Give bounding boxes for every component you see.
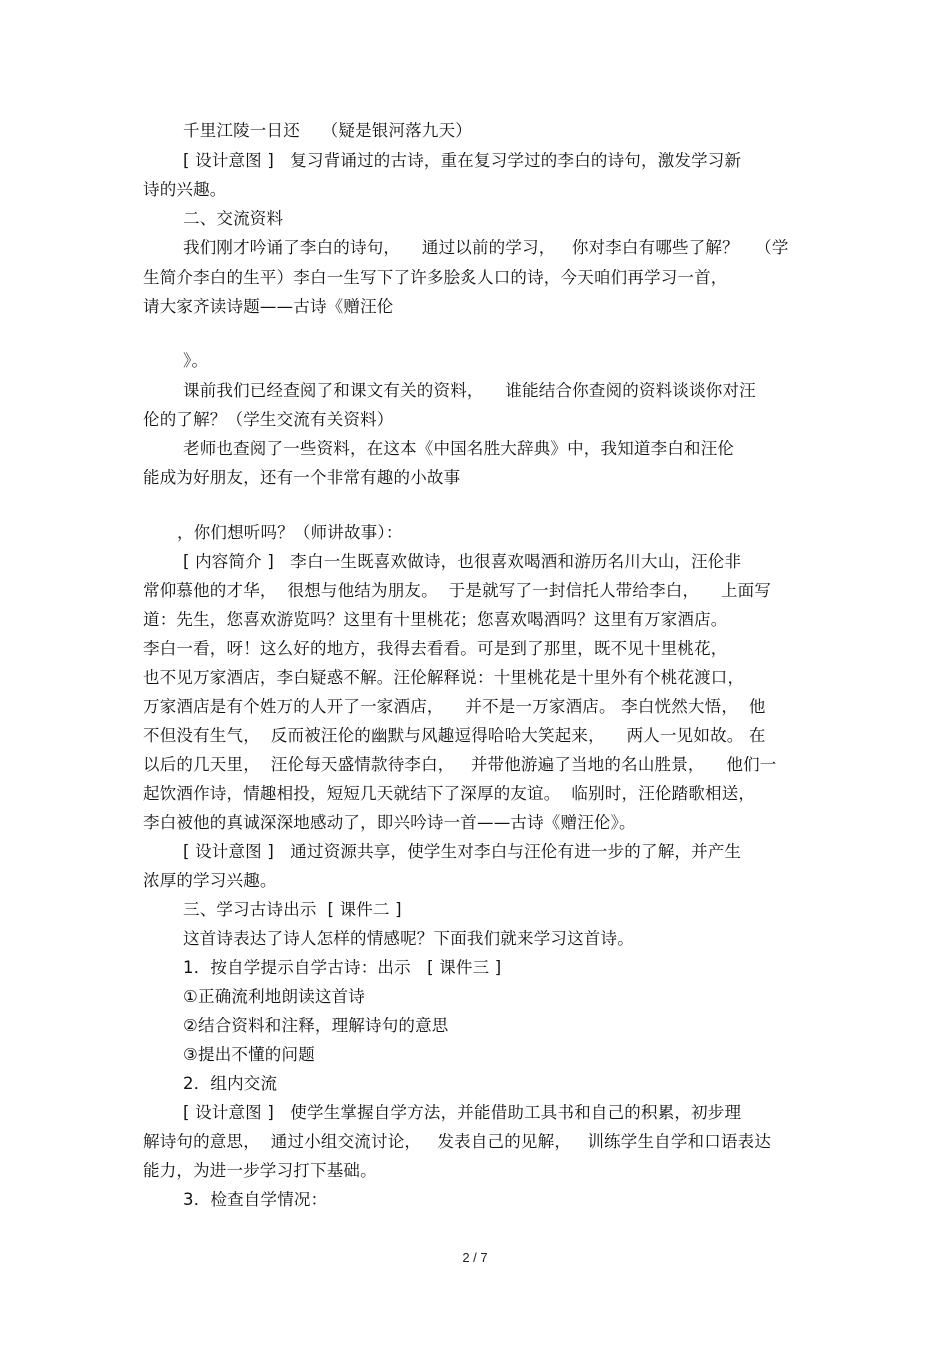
text-line: 以后的几天里， 汪伦每天盛情款待李白， 并带他游遍了当地的名山胜景， 他们一 <box>143 755 777 774</box>
text-line: 万家酒店是有个姓万的人开了一家酒店， 并不是一万家酒店。 李白恍然大悟， 他 <box>143 697 766 716</box>
text-line: 能成为好朋友，还有一个非常有趣的小故事 <box>143 468 461 487</box>
text-line: ，你们想听吗？（师讲故事）： <box>177 523 403 542</box>
text-line: 李白被他的真诚深深地感动了，即兴吟诗一首——古诗《赠汪伦》。 <box>143 813 636 832</box>
text-line: 道：先生，您喜欢游览吗？这里有十里桃花；您喜欢喝酒吗？这里有万家酒店。 <box>143 610 728 629</box>
page-number: 2 / 7 <box>462 1250 488 1265</box>
text-line: 也不见万家酒店，李白疑惑不解。汪伦解释说：十里桃花是十里外有个桃花渡口， <box>143 668 745 687</box>
text-line: 请大家齐读诗题——古诗《赠汪伦 <box>143 297 394 316</box>
text-line: 解诗句的意思， 通过小组交流讨论， 发表自己的见解， 训练学生自学和口语表达 <box>143 1132 772 1151</box>
text-line: 1．按自学提示自学古诗：出示 [ 课件三 ] <box>183 958 502 977</box>
text-line: 课前我们已经查阅了和课文有关的资料， 谁能结合你查阅的资料谈谈你对汪 <box>183 381 756 400</box>
list-item: ①正确流利地朗读这首诗 <box>183 987 365 1006</box>
text-line: 老师也查阅了一些资料，在这本《中国名胜大辞典》中，我知道李白和汪伦 <box>183 439 735 458</box>
text-line: 李白一看，呀！这么好的地方，我得去看看。可是到了那里，既不见十里桃花， <box>143 639 728 658</box>
section-heading: 二、交流资料 <box>183 209 284 228</box>
text-line: 2．组内交流 <box>183 1074 278 1093</box>
text-line: [ 设计意图 ] 使学生掌握自学方法，并能借助工具书和自己的积累，初步理 <box>183 1103 742 1122</box>
text-line: [ 设计意图 ] 通过资源共享，使学生对李白与汪伦有进一步的了解，并产生 <box>183 842 742 861</box>
list-item: ②结合资料和注释，理解诗句的意思 <box>183 1016 449 1035</box>
text-line: 千里江陵一日还 （疑是银河落九天） <box>183 121 472 140</box>
text-line: 生简介李白的生平）李白一生写下了许多脍炙人口的诗，今天咱们再学习一首， <box>143 268 728 287</box>
text-line: 3．检查自学情况： <box>183 1190 328 1209</box>
text-line: 能力，为进一步学习打下基础。 <box>143 1161 377 1180</box>
text-line: 浓厚的学习兴趣。 <box>143 871 277 890</box>
list-item: ③提出不懂的问题 <box>183 1045 315 1064</box>
text-line: 我们刚才吟诵了李白的诗句， 通过以前的学习， 你对李白有哪些了解？ （学 <box>183 238 789 257</box>
section-heading: 三、学习古诗出示 [ 课件二 ] <box>183 900 402 919</box>
text-line: 不但没有生气， 反而被汪伦的幽默与风趣逗得哈哈大笑起来， 两人一见如故。 在 <box>143 726 766 745</box>
text-line: 起饮酒作诗，情趣相投，短短几天就结下了深厚的友谊。 临别时，汪伦踏歌相送， <box>143 784 756 803</box>
text-line: [ 设计意图 ] 复习背诵过的古诗，重在复习学过的李白的诗句，激发学习新 <box>183 151 742 170</box>
text-line: 》。 <box>183 351 209 370</box>
text-line: 诗的兴趣。 <box>143 180 227 199</box>
text-line: [ 内容简介 ] 李白一生既喜欢做诗，也很喜欢喝酒和游历名川大山，汪伦非 <box>183 552 742 571</box>
text-line: 常仰慕他的才华， 很想与他结为朋友。 于是就写了一封信托人带给李白， 上面写 <box>143 581 772 600</box>
text-line: 这首诗表达了诗人怎样的情感呢？下面我们就来学习这首诗。 <box>183 929 634 948</box>
text-line: 伦的了解？（学生交流有关资料） <box>143 410 394 429</box>
